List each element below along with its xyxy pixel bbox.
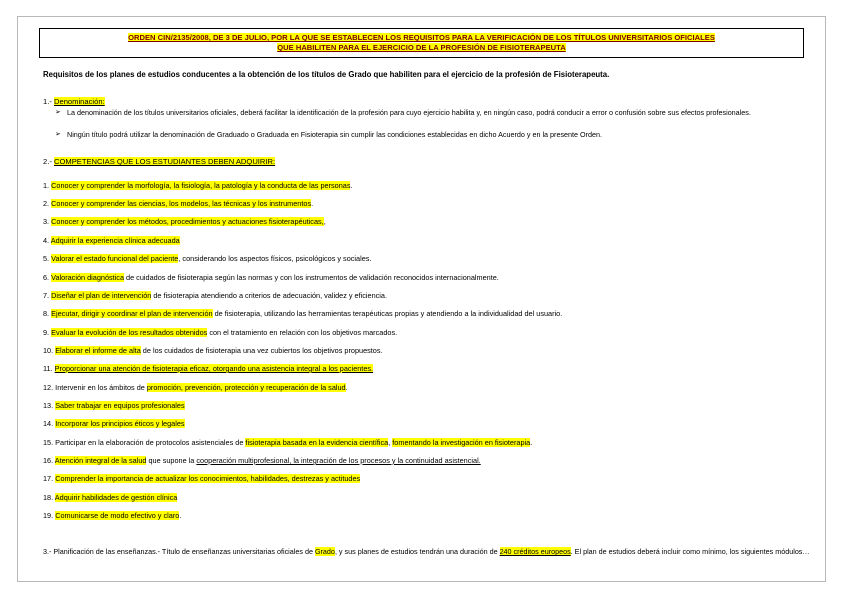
arrow-bullet-icon: ➢ [55, 131, 61, 138]
arrow-bullet-icon: ➢ [55, 109, 61, 116]
competency-item-16: 16. Atención integral de la salud que supone la cooperación multiprofesional, la integración de los procesos y la continuidad asistencial. [43, 456, 481, 465]
competency-item: 10. Elaborar el informe de alta de los cuidados de fisioterapia una vez cubiertos los objetivos propuestos. [43, 346, 383, 355]
document-page: ORDEN CIN/2135/2008, DE 3 DE JULIO, POR LA QUE SE ESTABLECEN LOS REQUISITOS PARA LA VERIFICACIÓN DE LOS TÍTULOS UNIVERSITARIOS OFICIALES QUE HABILITEN PARA EL EJERCICIO DE LA PROFESIÓN DE FISIOTERAPEUTA Requisitos de los planes de estudios conducentes a la obtención de los títulos de Grado que habiliten para el ejercicio de la profesión de Fisioterapeuta. 1.- Denominación: ➢ La denominación de los títulos universitarios oficiales, deberá facilitar la identificación de la profesión para cuyo ejercicio habilita y, en ningún caso, podrá conducir a error o confusión sobre sus efectos profesionales. ➢ Ningún título podrá utilizar la denominación de Graduado o Graduada en Fisioterapia sin cumplir las condiciones establecidas en dicho Acuerdo y en la presente Orden. 2.- COMPETENCIAS QUE LOS ESTUDIANTES DEBEN ADQUIRIR: 1. Conocer y comprender la morfología, la fisiología, la patología y la conducta de las personas. 2. Conocer y comprender las ciencias, los modelos, las técnicas y los instrumentos. 3. Conocer y comprender los métodos, procedimientos y actuaciones fisioterapéuticas,, 4. Adquirir la experiencia clínica adecuada 5. Valorar el estado funcional del paciente, considerando los aspectos físicos, psicológicos y sociales. 6. Valoración diagnóstica de cuidados de fisioterapia según las normas y con los instrumentos de validación reconocidos internacionalmente. 7. Diseñar el plan de intervención de fisioterapia atendiendo a criterios de adecuación, validez y eficiencia. 8. Ejecutar, dirigir y coordinar el plan de intervención de fisioterapia, utilizando las herramientas terapéuticas propias y atendiendo a la individualidad del usuario. 9. Evaluar la evolución de los resultados obtenidos con el tratamiento en relación con los objetivos marcados. 10. Elaborar el informe de alta de los cuidados de fisioterapia una vez cubiertos los objetivos propuestos. 11. Proporcionar una atención de fisioterapia eficaz, otorgando una asistencia integral a los pacientes. 12. Intervenir en los ámbitos de promoción, prevención, protección y recuperación de la salud. 13. Saber trabajar en equipos profesionales 14. Incorporar los principios éticos y legales 15. Participar en la elaboración de protocolos asistenciales de fisioterapia basada en la evidencia científica, fomentando la investigación en fisioterapia. 16. Atención integral de la salud que supone la cooperación multiprofesional, la integración de los procesos y la continuidad asistencial. 17. Comprender la importancia de actualizar los conocimientos, habilidades, destrezas y actitudes 18. Adquirir habilidades de gestión clínica 19. Comunicarse de modo efectivo y claro. 3.- Planificación de las enseñanzas.- Título de enseñanzas universitarias oficiales de Grado, y sus planes de estudios tendrán una duración de 240 créditos europeos. El plan de estudios deberá incluir como mínimo, los siguientes módulos… [17, 16, 826, 582]
competency-item: 13. Saber trabajar en equipos profesionales [43, 401, 185, 410]
competency-item: 7. Diseñar el plan de intervención de fisioterapia atendiendo a criterios de adecuación, validez y eficiencia. [43, 291, 387, 300]
section-3-paragraph: 3.- Planificación de las enseñanzas.- Título de enseñanzas universitarias oficiales de Grado, y sus planes de estudios tendrán una duración de 240 créditos europeos. El plan de estudios deberá incluir como mínimo, los siguientes módulos… [43, 547, 810, 556]
title-line-1: ORDEN CIN/2135/2008, DE 3 DE JULIO, POR LA QUE SE ESTABLECEN LOS REQUISITOS PARA LA VERIFICACIÓN DE LOS TÍTULOS UNIVERSITARIOS OFICIALES [128, 33, 715, 42]
section-2-label: COMPETENCIAS QUE LOS ESTUDIANTES DEBEN ADQUIRIR: [54, 157, 276, 166]
competency-item-15: 15. Participar en la elaboración de protocolos asistenciales de fisioterapia basada en la evidencia científica, fomentando la investigación en fisioterapia. [43, 438, 533, 447]
section-1-label: Denominación: [54, 97, 105, 106]
title-line-2: QUE HABILITEN PARA EL EJERCICIO DE LA PROFESIÓN DE FISIOTERAPEUTA [277, 43, 566, 52]
competency-item-12: 12. Intervenir en los ámbitos de promoción, prevención, protección y recuperación de la salud. [43, 383, 348, 392]
competency-item: 4. Adquirir la experiencia clínica adecuada [43, 236, 180, 245]
competency-item: 5. Valorar el estado funcional del paciente, considerando los aspectos físicos, psicológicos y sociales. [43, 254, 372, 263]
competency-item: 9. Evaluar la evolución de los resultados obtenidos con el tratamiento en relación con los objetivos marcados. [43, 328, 398, 337]
competency-item: 3. Conocer y comprender los métodos, procedimientos y actuaciones fisioterapéuticas,, [43, 217, 326, 226]
competency-item: 11. Proporcionar una atención de fisioterapia eficaz, otorgando una asistencia integral a los pacientes. [43, 364, 374, 373]
competency-item: 19. Comunicarse de modo efectivo y claro. [43, 511, 182, 520]
competency-item: 1. Conocer y comprender la morfología, la fisiología, la patología y la conducta de las personas. [43, 181, 353, 190]
competency-item: 17. Comprender la importancia de actualizar los conocimientos, habilidades, destrezas y actitudes [43, 474, 361, 483]
document-title [39, 28, 804, 58]
competency-item: 18. Adquirir habilidades de gestión clínica [43, 493, 178, 502]
competency-item: 8. Ejecutar, dirigir y coordinar el plan de intervención de fisioterapia, utilizando las herramientas terapéuticas propias y atendiendo a la individualidad del usuario. [43, 309, 563, 318]
competency-item: 2. Conocer y comprender las ciencias, los modelos, las técnicas y los instrumentos. [43, 199, 314, 208]
section-2-heading: 2.- COMPETENCIAS QUE LOS ESTUDIANTES DEBEN ADQUIRIR: [43, 157, 276, 166]
section-1-heading: 1.- Denominación: [43, 97, 105, 106]
competency-item: 6. Valoración diagnóstica de cuidados de fisioterapia según las normas y con los instrumentos de validación reconocidos internacionalmente. [43, 273, 499, 282]
intro-text: Requisitos de los planes de estudios conducentes a la obtención de los títulos de Grado que habiliten para el ejercicio de la profesión de Fisioterapeuta. [43, 70, 610, 79]
competency-item: 14. Incorporar los principios éticos y legales [43, 419, 185, 428]
